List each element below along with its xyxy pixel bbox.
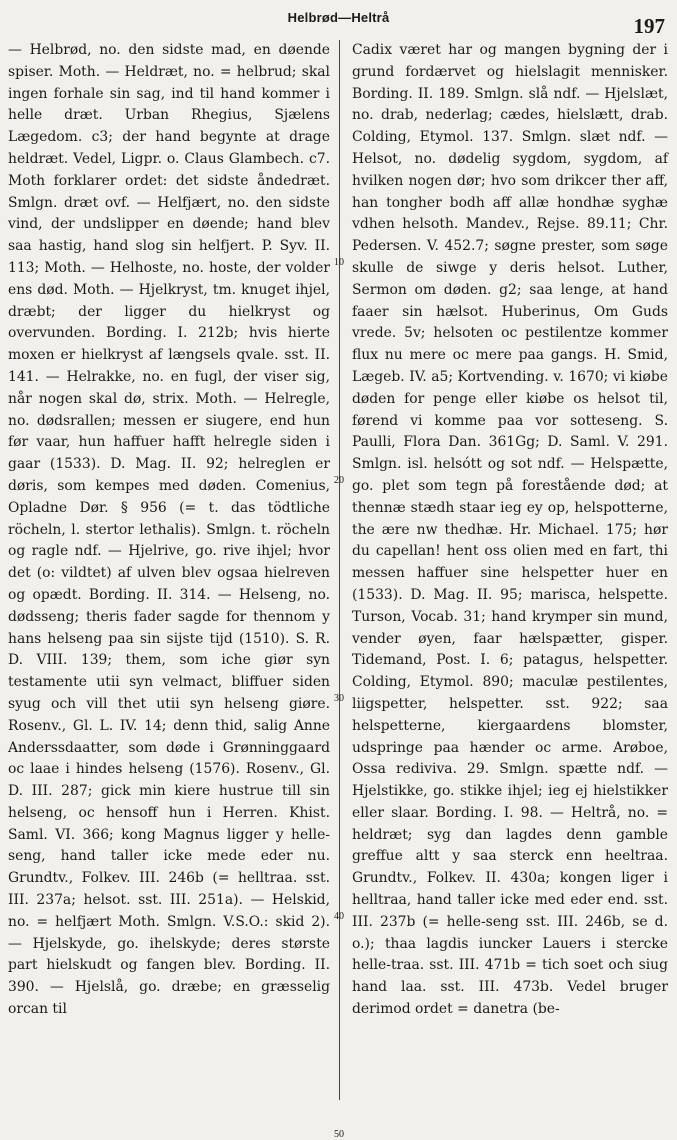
line-number-30: 30: [334, 693, 344, 704]
right-column-text: Cadix været har og mangen bygning der i grund fordærvet og hielslagit mennisker. Bording. II. 189. Smlgn. slå ndf. — Hjelslæt, no. drab, nederlag; cædes, hielslætt, drab. Colding, Etymol. 137. Smlgn. slæt ndf. — Helsot, no. dødelig sygdom, sygdom, af hvilken nogen dør; hvo som drikcer ther aff, han tongher bodh aff allæ hondhæ syghæ vdhen helsoth. Mandev., Rejse. 89.11; Chr. Pedersen. V. 452.7; søgne prester, som søge skulle de siwge y deris helsot. Luther, Sermon om døden. g2; saa lenge, at hand faaer sin hælsot. Huberinus, Om Guds vrede. 5v; helsoten oc pestilentze kommer flux nu mere oc mere paa gangs. H. Smid, Lægeb. IV. a5; Kortvending. v. 1670; vi kiøbe døden for penge eller kiøbe os helsot til, førend vi komme paa vor sotteseng. S. Paulli, Flora Dan. 361Gg; D. Saml. V. 291. Smlgn. isl. helsótt og sot ndf. — Helspætte, go. plet som tegn på forestående død; at thennæ stædh staar ieg ey op, helspotterne, the ære nw thedhæ. Hr. Michael. 175; hør du capellan! hent oss olien med en fart, thi messen haffuer sine helspetter huer en (1533). D. Mag. II. 95; marisca, helspette. Turson, Vocab. 31; hand krymper sin mund, vender øyen, faar hælspætter, gisper. Tidemand, Post. I. 6; patagus, helspetter. Colding, Etymol. 890; maculæ pestilentes, liigspetter, helspetter. sst. 922; saa helspetterne, kiergaardens blomster, udspringe paa hænder oc arme. Arøboe, Ossa rediviva. 29. Smlgn. spætte ndf. — Hjelstikke, go. stikke ihjel; ieg ej hielstikker eller slaar. Bording. I. 98. — Heltrå, no. = heldræt; syg dan lagdes denn gamble greffue altt y saa sterck enn heeltraa. Grundtv., Folkev. II. 430a; kongen liger i helltraa, hand taller icke med eder end. sst. III. 237b (= helle-seng sst. III. 246b, se d. o.); thaa lagdis iuncker Lauers i stercke helle-traa. sst. III. 471b = tich soet och siug hand laa. sst. III. 473b. Vedel bruger derimod ordet = danetra (be-: [352, 42, 668, 1018]
left-column: [8, 40, 330, 1102]
running-head: Helbrød—Heltrå: [287, 10, 390, 25]
page-header: [0, 6, 677, 36]
line-number-50: 50: [334, 1129, 344, 1140]
line-number-20: 20: [334, 475, 344, 486]
right-column: [352, 40, 668, 1102]
line-number-gutter: [327, 40, 351, 1140]
line-number-40: 40: [334, 911, 344, 922]
line-number-10: 10: [334, 257, 344, 268]
page-number: 197: [633, 14, 665, 38]
left-column-text: — Helbrød, no. den sidste mad, en døende spiser. Moth. — Heldræt, no. = helbrud; skal ingen forhale sin sag, ind til hand kommer i helle dræt. Urban Rhegius, Sjælens Lægedom. c3; der hand begynte at drage heldræt. Vedel, Ligpr. o. Claus Glambech. c7. Moth forklarer ordet: det sidste åndedræt. Smlgn. dræt ovf. — Helfjært, no. den sidste vind, der undslipper en døende; hand blev saa hastig, hand slog sin helfjert. P. Syv. II. 113; Moth. — Helhoste, no. hoste, der volder ens død. Moth. — Hjelkryst, tm. knuget ihjel, dræbt; der ligger du hielkryst og overvunden. Bording. I. 212b; hvis hierte moxen er hielkryst af længsels qvale. sst. II. 141. — Helrakke, no. en fugl, der viser sig, når nogen skal dø, strix. Moth. — Helregle, no. dødsrallen; messen er siugere, end hun før vaar, hun haffuer hafft helregle siden i gaar (1533). D. Mag. II. 92; helreglen er døris, som kempes med døden. Comenius, Opladne Dør. § 956 (= t. das tödtliche röcheln, l. stertor lethalis). Smlgn. t. röcheln og ragle ndf. — Hjelrive, go. rive ihjel; hvor det (o: vildtet) af ulven blev ogsaa hielreven og opædt. Bording. II. 314. — Helseng, no. dødsseng; theris fader sagde for thennom y hans helseng paa sin sijste tijd (1510). S. R. D. VIII. 139; them, som iche giør syn testamente utii syn velmact, bliffuer siden syug och vill thet utii syn helseng giøre. Rosenv., Gl. L. IV. 14; denn thid, salig Anne Anderssdaatter, som døde i Grønninggaard oc laae i hindes helseng (1576). Rosenv., Gl. D. III. 287; gick min kiere hustrue till sin helseng, oc hensoff hun i Herren. Khist. Saml. VI. 366; kong Magnus ligger y helle-seng, hand taller icke mede eder nu. Grundtv., Folkev. III. 246b (= helltraa. sst. III. 237a; helsot. sst. III. 251a). — Helskid, no. = helfjært Moth. Smlgn. V.S.O.: skid 2). — Hjelskyde, go. ihelskyde; deres største part hielskudt og fangen blev. Bording. II. 390. — Hjelslå, go. dræbe; en græsselig orcan til: [8, 42, 330, 1018]
